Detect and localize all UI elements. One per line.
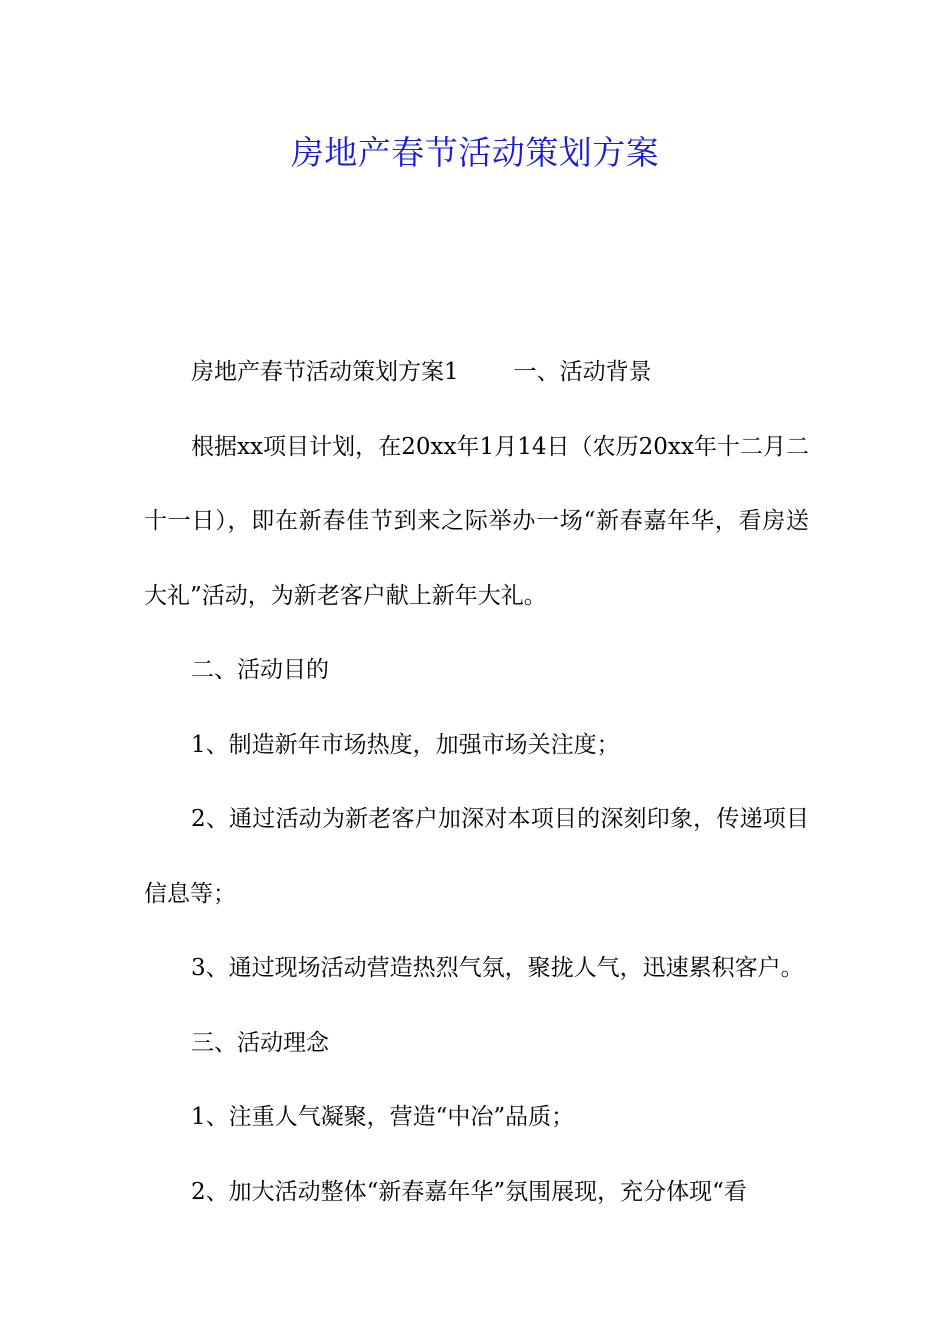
paragraph-heading-2: 二、活动目的 [191, 657, 329, 683]
document-title: 房地产春节活动策划方案 [290, 133, 660, 172]
section-label: 房地产春节活动策划方案1 [191, 359, 459, 385]
paragraph-goal-2: 2、通过活动为新老客户加深对本项目的深刻印象，传递项目信息等； [144, 806, 809, 907]
document-body [144, 335, 809, 1229]
paragraph-goal-3: 3、通过现场活动营造热烈气氛，聚拢人气，迅速累积客户。 [191, 955, 804, 981]
paragraph-goal-1: 1、制造新年市场热度，加强市场关注度； [191, 731, 620, 758]
paragraph-concept-1: 1、注重人气凝聚，营造“中冶”品质； [191, 1104, 575, 1130]
paragraph-concept-2: 2、加大活动整体“新春嘉年华”氛围展现，充分体现“看 [191, 1178, 747, 1205]
paragraph-heading-1 [144, 335, 809, 410]
paragraph-background: 根据xx项目计划，在20xx年1月14日（农历20xx年十二月二十一日），即在新春佳节到来之际举办一场“新春嘉年华，看房送大礼”活动，为新老客户献上新年大礼。 [144, 433, 809, 609]
section-heading: 一、活动背景 [513, 359, 652, 385]
paragraph-heading-3: 三、活动理念 [191, 1029, 329, 1056]
